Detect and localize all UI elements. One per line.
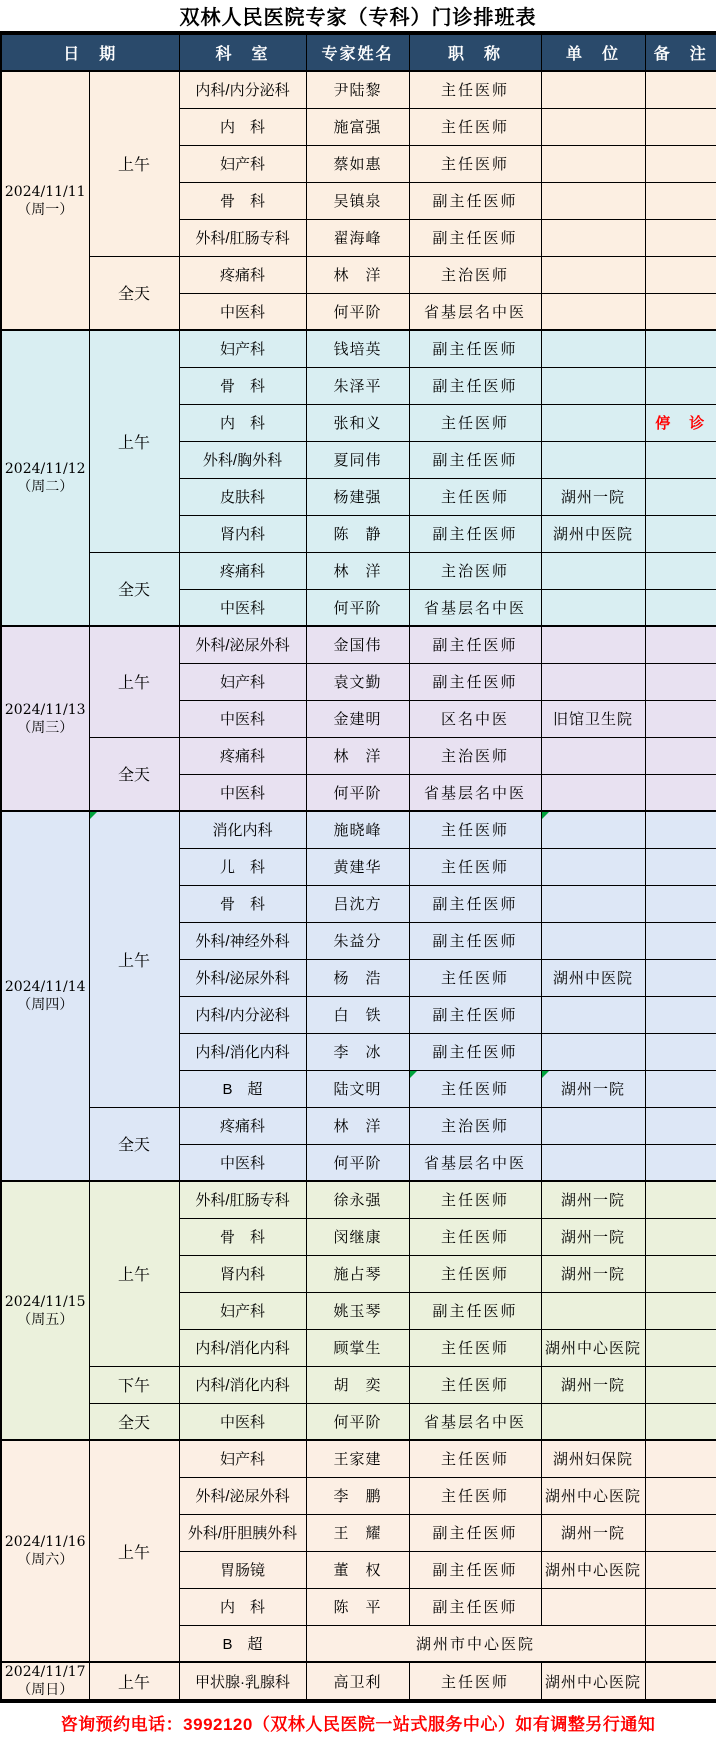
remark-cell — [645, 145, 716, 182]
department-cell: 中医科 — [179, 293, 306, 330]
period-cell: 上午 — [89, 330, 179, 552]
department-cell: 外科/肛肠专科 — [179, 219, 306, 256]
expert-name-cell: 何平阶 — [306, 293, 409, 330]
schedule-row — [1, 552, 716, 589]
schedule-row — [1, 1181, 716, 1218]
weekday-text: （周四） — [17, 997, 74, 1013]
title-cell: 主治医师 — [409, 256, 541, 293]
remark-cell — [645, 959, 716, 996]
department-cell: 内科/消化内科 — [179, 1329, 306, 1366]
expert-name-cell: 王 耀 — [306, 1514, 409, 1551]
expert-name-cell: 林 洋 — [306, 1107, 409, 1144]
date-text: 2024/11/16 — [4, 1534, 86, 1550]
department-cell: B 超 — [179, 1625, 306, 1662]
expert-name-cell: 金建明 — [306, 700, 409, 737]
schedule-row — [1, 1403, 716, 1440]
header-row — [1, 33, 716, 71]
title-cell: 副主任医师 — [409, 996, 541, 1033]
unit-cell — [541, 1588, 645, 1625]
department-cell: 内科/消化内科 — [179, 1033, 306, 1070]
remark-cell — [645, 1144, 716, 1181]
remark-cell — [645, 367, 716, 404]
schedule-header — [1, 33, 716, 71]
period-cell: 上午 — [89, 1440, 179, 1662]
title-cell: 主任医师 — [409, 1329, 541, 1366]
title-cell: 副主任医师 — [409, 441, 541, 478]
department-cell: 内 科 — [179, 404, 306, 441]
remark-cell — [645, 811, 716, 848]
header-department: 科 室 — [179, 33, 306, 71]
weekday-text: （周六） — [17, 1552, 74, 1568]
department-cell: 疼痛科 — [179, 552, 306, 589]
remark-cell — [645, 108, 716, 145]
expert-name-cell: 朱泽平 — [306, 367, 409, 404]
merged-unit-cell: 湖州市中心医院 — [306, 1625, 645, 1662]
schedule-table — [0, 31, 716, 1703]
schedule-row — [1, 1662, 716, 1701]
department-cell: 皮肤科 — [179, 478, 306, 515]
expert-name-cell: 施富强 — [306, 108, 409, 145]
remark-cell — [645, 700, 716, 737]
unit-cell — [541, 922, 645, 959]
expert-name-cell: 林 洋 — [306, 256, 409, 293]
title-cell: 主任医师 — [409, 1440, 541, 1477]
expert-name-cell: 杨建强 — [306, 478, 409, 515]
department-cell: 儿 科 — [179, 848, 306, 885]
expert-name-cell: 何平阶 — [306, 1403, 409, 1440]
remark-cell — [645, 922, 716, 959]
title-cell: 主治医师 — [409, 737, 541, 774]
unit-cell — [541, 404, 645, 441]
remark-cell — [645, 1292, 716, 1329]
department-cell: 外科/胸外科 — [179, 441, 306, 478]
date-cell — [1, 626, 89, 811]
department-cell: 肾内科 — [179, 1255, 306, 1292]
remark-cell — [645, 848, 716, 885]
remark-cell — [645, 1329, 716, 1366]
schedule-row — [1, 811, 716, 848]
title-cell: 主任医师 — [409, 848, 541, 885]
expert-name-cell: 何平阶 — [306, 774, 409, 811]
remark-cell — [645, 996, 716, 1033]
title-cell: 主治医师 — [409, 1107, 541, 1144]
department-cell: 妇产科 — [179, 145, 306, 182]
schedule-table-body — [1, 71, 716, 1701]
unit-cell: 湖州一院 — [541, 1218, 645, 1255]
period-cell: 下午 — [89, 1366, 179, 1403]
title-cell: 省基层名中医 — [409, 293, 541, 330]
remark-cell — [645, 1366, 716, 1403]
department-cell: 外科/肛肠专科 — [179, 1181, 306, 1218]
remark-cell — [645, 774, 716, 811]
title-cell: 副主任医师 — [409, 1588, 541, 1625]
period-cell: 上午 — [89, 626, 179, 737]
unit-cell — [541, 589, 645, 626]
schedule-row — [1, 330, 716, 367]
unit-cell: 湖州一院 — [541, 1070, 645, 1107]
title-cell: 副主任医师 — [409, 885, 541, 922]
unit-cell — [541, 219, 645, 256]
title-cell: 主任医师 — [409, 1366, 541, 1403]
unit-cell: 湖州中心医院 — [541, 1329, 645, 1366]
expert-name-cell: 何平阶 — [306, 589, 409, 626]
date-cell — [1, 71, 89, 330]
department-cell: 疼痛科 — [179, 1107, 306, 1144]
remark-cell — [645, 885, 716, 922]
header-title: 职 称 — [409, 33, 541, 71]
remark-cell — [645, 1477, 716, 1514]
department-cell: 妇产科 — [179, 1292, 306, 1329]
expert-name-cell: 黄建华 — [306, 848, 409, 885]
period-cell: 全天 — [89, 552, 179, 626]
remark-cell — [645, 293, 716, 330]
department-cell: 外科/神经外科 — [179, 922, 306, 959]
unit-cell — [541, 293, 645, 330]
unit-cell — [541, 1033, 645, 1070]
department-cell: 骨 科 — [179, 367, 306, 404]
title-cell: 省基层名中医 — [409, 774, 541, 811]
expert-name-cell: 陈 平 — [306, 1588, 409, 1625]
unit-cell: 旧馆卫生院 — [541, 700, 645, 737]
expert-name-cell: 杨 浩 — [306, 959, 409, 996]
unit-cell: 湖州一院 — [541, 1181, 645, 1218]
schedule-row — [1, 626, 716, 663]
title-cell: 主任医师 — [409, 811, 541, 848]
expert-name-cell: 徐永强 — [306, 1181, 409, 1218]
unit-cell: 湖州中心医院 — [541, 1551, 645, 1588]
expert-name-cell: 尹陆黎 — [306, 71, 409, 108]
title-cell: 主任医师 — [409, 478, 541, 515]
remark-cell — [645, 737, 716, 774]
weekday-text: （周一） — [17, 201, 74, 218]
date-cell — [1, 1181, 89, 1440]
title-cell: 省基层名中医 — [409, 589, 541, 626]
expert-name-cell: 夏同伟 — [306, 441, 409, 478]
unit-cell — [541, 811, 645, 848]
weekday-text: （周日） — [17, 1682, 74, 1698]
schedule-row — [1, 71, 716, 108]
expert-name-cell: 姚玉琴 — [306, 1292, 409, 1329]
remark-cell — [645, 441, 716, 478]
expert-name-cell: 蔡如惠 — [306, 145, 409, 182]
expert-name-cell: 陈 静 — [306, 515, 409, 552]
unit-cell — [541, 1144, 645, 1181]
unit-cell — [541, 552, 645, 589]
remark-cell — [645, 219, 716, 256]
schedule-row — [1, 256, 716, 293]
expert-name-cell: 朱益分 — [306, 922, 409, 959]
department-cell: 内 科 — [179, 1588, 306, 1625]
unit-cell — [541, 626, 645, 663]
title-cell: 主任医师 — [409, 1662, 541, 1701]
title-cell: 副主任医师 — [409, 626, 541, 663]
expert-name-cell: 施占琴 — [306, 1255, 409, 1292]
unit-cell — [541, 256, 645, 293]
period-cell: 上午 — [89, 1662, 179, 1701]
date-cell — [1, 811, 89, 1181]
date-text: 2024/11/11 — [4, 183, 86, 200]
expert-name-cell: 金国伟 — [306, 626, 409, 663]
footer-note: 咨询预约电话：3992120（双林人民医院一站式服务中心）如有调整另行通知 — [60, 1715, 656, 1734]
expert-name-cell: 翟海峰 — [306, 219, 409, 256]
expert-name-cell: 袁文勤 — [306, 663, 409, 700]
period-cell: 全天 — [89, 1403, 179, 1440]
expert-name-cell: 李 冰 — [306, 1033, 409, 1070]
title-cell: 主任医师 — [409, 1218, 541, 1255]
period-cell: 全天 — [89, 1107, 179, 1181]
unit-cell: 湖州一院 — [541, 1255, 645, 1292]
remark-cell — [645, 1551, 716, 1588]
remark-cell — [645, 1588, 716, 1625]
weekday-text: （周五） — [17, 1311, 74, 1328]
remark-cell — [645, 478, 716, 515]
date-text: 2024/11/13 — [4, 701, 86, 718]
unit-cell — [541, 774, 645, 811]
unit-cell: 湖州一院 — [541, 478, 645, 515]
schedule-row — [1, 737, 716, 774]
department-cell: 外科/泌尿外科 — [179, 959, 306, 996]
schedule-row — [1, 1440, 716, 1477]
remark-cell — [645, 1181, 716, 1218]
title-cell: 省基层名中医 — [409, 1144, 541, 1181]
department-cell: 肾内科 — [179, 515, 306, 552]
expert-name-cell: 董 权 — [306, 1551, 409, 1588]
expert-name-cell: 白 铁 — [306, 996, 409, 1033]
department-cell: 中医科 — [179, 1403, 306, 1440]
unit-cell — [541, 441, 645, 478]
expert-name-cell: 胡 奕 — [306, 1366, 409, 1403]
footer-bar — [0, 1703, 716, 1742]
schedule-row — [1, 1366, 716, 1403]
unit-cell: 湖州妇保院 — [541, 1440, 645, 1477]
department-cell: 外科/肝胆胰外科 — [179, 1514, 306, 1551]
remark-cell — [645, 589, 716, 626]
remark-cell — [645, 1070, 716, 1107]
remark-cell — [645, 515, 716, 552]
unit-cell: 湖州中医院 — [541, 959, 645, 996]
weekday-text: （周二） — [17, 479, 74, 495]
unit-cell — [541, 996, 645, 1033]
department-cell: 妇产科 — [179, 663, 306, 700]
unit-cell — [541, 1107, 645, 1144]
header-remark: 备 注 — [645, 33, 716, 71]
title-cell: 主任医师 — [409, 108, 541, 145]
remark-cell — [645, 330, 716, 367]
title-cell: 副主任医师 — [409, 1514, 541, 1551]
unit-cell — [541, 145, 645, 182]
department-cell: 疼痛科 — [179, 737, 306, 774]
period-cell: 全天 — [89, 256, 179, 330]
title-cell: 主任医师 — [409, 404, 541, 441]
expert-name-cell: 吕沈方 — [306, 885, 409, 922]
expert-name-cell: 张和义 — [306, 404, 409, 441]
title-cell: 省基层名中医 — [409, 1403, 541, 1440]
title-cell: 副主任医师 — [409, 1033, 541, 1070]
date-cell — [1, 1662, 89, 1701]
header-expert-name: 专家姓名 — [306, 33, 409, 71]
remark-cell — [645, 1514, 716, 1551]
department-cell: 妇产科 — [179, 330, 306, 367]
title-cell: 副主任医师 — [409, 219, 541, 256]
remark-cell — [645, 552, 716, 589]
department-cell: 消化内科 — [179, 811, 306, 848]
date-cell — [1, 1440, 89, 1662]
department-cell: 骨 科 — [179, 1218, 306, 1255]
department-cell: 疼痛科 — [179, 256, 306, 293]
expert-name-cell: 高卫利 — [306, 1662, 409, 1701]
department-cell: 外科/泌尿外科 — [179, 1477, 306, 1514]
period-cell: 上午 — [89, 811, 179, 1107]
unit-cell: 湖州一院 — [541, 1514, 645, 1551]
expert-name-cell: 何平阶 — [306, 1144, 409, 1181]
department-cell: 甲状腺·乳腺科 — [179, 1662, 306, 1701]
remark-cell — [645, 626, 716, 663]
weekday-text: （周三） — [17, 719, 74, 736]
date-cell — [1, 330, 89, 626]
expert-name-cell: 钱培英 — [306, 330, 409, 367]
expert-name-cell: 吴镇泉 — [306, 182, 409, 219]
department-cell: 骨 科 — [179, 885, 306, 922]
remark-cell — [645, 71, 716, 108]
remark-cell — [645, 1255, 716, 1292]
expert-name-cell: 施晓峰 — [306, 811, 409, 848]
title-cell: 主任医师 — [409, 1477, 541, 1514]
title-cell: 主任医师 — [409, 1070, 541, 1107]
title-cell: 主任医师 — [409, 1255, 541, 1292]
department-cell: B 超 — [179, 1070, 306, 1107]
remark-cell — [645, 1218, 716, 1255]
date-text: 2024/11/12 — [4, 461, 86, 477]
unit-cell — [541, 330, 645, 367]
department-cell: 中医科 — [179, 589, 306, 626]
remark-cell — [645, 1033, 716, 1070]
department-cell: 内科/内分泌科 — [179, 71, 306, 108]
remark-cell — [645, 1107, 716, 1144]
header-unit: 单 位 — [541, 33, 645, 71]
department-cell: 外科/泌尿外科 — [179, 626, 306, 663]
unit-cell — [541, 848, 645, 885]
title-cell: 副主任医师 — [409, 663, 541, 700]
period-cell: 上午 — [89, 1181, 179, 1366]
expert-name-cell: 林 洋 — [306, 737, 409, 774]
title-cell: 副主任医师 — [409, 922, 541, 959]
page-title: 双林人民医院专家（专科）门诊排班表 — [0, 0, 716, 31]
unit-cell — [541, 885, 645, 922]
department-cell: 骨 科 — [179, 182, 306, 219]
unit-cell — [541, 367, 645, 404]
remark-cell — [645, 1403, 716, 1440]
unit-cell: 湖州中心医院 — [541, 1477, 645, 1514]
unit-cell — [541, 1403, 645, 1440]
title-cell: 主治医师 — [409, 552, 541, 589]
department-cell: 中医科 — [179, 774, 306, 811]
expert-name-cell: 李 鹏 — [306, 1477, 409, 1514]
title-cell: 副主任医师 — [409, 515, 541, 552]
remark-cell — [645, 1625, 716, 1662]
remark-cell: 停 诊 — [645, 404, 716, 441]
department-cell: 胃肠镜 — [179, 1551, 306, 1588]
remark-cell — [645, 256, 716, 293]
unit-cell — [541, 182, 645, 219]
title-cell: 副主任医师 — [409, 367, 541, 404]
title-cell: 主任医师 — [409, 1181, 541, 1218]
department-cell: 内科/消化内科 — [179, 1366, 306, 1403]
expert-name-cell: 王家建 — [306, 1440, 409, 1477]
unit-cell — [541, 71, 645, 108]
schedule-row — [1, 1107, 716, 1144]
unit-cell — [541, 1292, 645, 1329]
unit-cell — [541, 737, 645, 774]
remark-cell — [645, 182, 716, 219]
title-cell: 主任医师 — [409, 959, 541, 996]
period-cell: 上午 — [89, 71, 179, 256]
title-cell: 主任医师 — [409, 71, 541, 108]
unit-cell: 湖州中医院 — [541, 515, 645, 552]
title-cell: 区名中医 — [409, 700, 541, 737]
remark-cell — [645, 663, 716, 700]
unit-cell: 湖州一院 — [541, 1366, 645, 1403]
expert-name-cell: 林 洋 — [306, 552, 409, 589]
title-cell: 副主任医师 — [409, 1292, 541, 1329]
title-cell: 副主任医师 — [409, 1551, 541, 1588]
department-cell: 内科/内分泌科 — [179, 996, 306, 1033]
department-cell: 妇产科 — [179, 1440, 306, 1477]
department-cell: 内 科 — [179, 108, 306, 145]
expert-name-cell: 闵继康 — [306, 1218, 409, 1255]
unit-cell — [541, 663, 645, 700]
unit-cell — [541, 108, 645, 145]
title-cell: 副主任医师 — [409, 182, 541, 219]
date-text: 2024/11/17 — [4, 1664, 86, 1680]
header-date: 日 期 — [1, 33, 179, 71]
period-cell: 全天 — [89, 737, 179, 811]
title-cell: 副主任医师 — [409, 330, 541, 367]
date-text: 2024/11/15 — [4, 1293, 86, 1310]
expert-name-cell: 陆文明 — [306, 1070, 409, 1107]
date-text: 2024/11/14 — [4, 979, 86, 995]
remark-cell — [645, 1662, 716, 1701]
unit-cell: 湖州中心医院 — [541, 1662, 645, 1701]
department-cell: 中医科 — [179, 1144, 306, 1181]
title-cell: 主任医师 — [409, 145, 541, 182]
remark-cell — [645, 1440, 716, 1477]
expert-name-cell: 顾掌生 — [306, 1329, 409, 1366]
department-cell: 中医科 — [179, 700, 306, 737]
